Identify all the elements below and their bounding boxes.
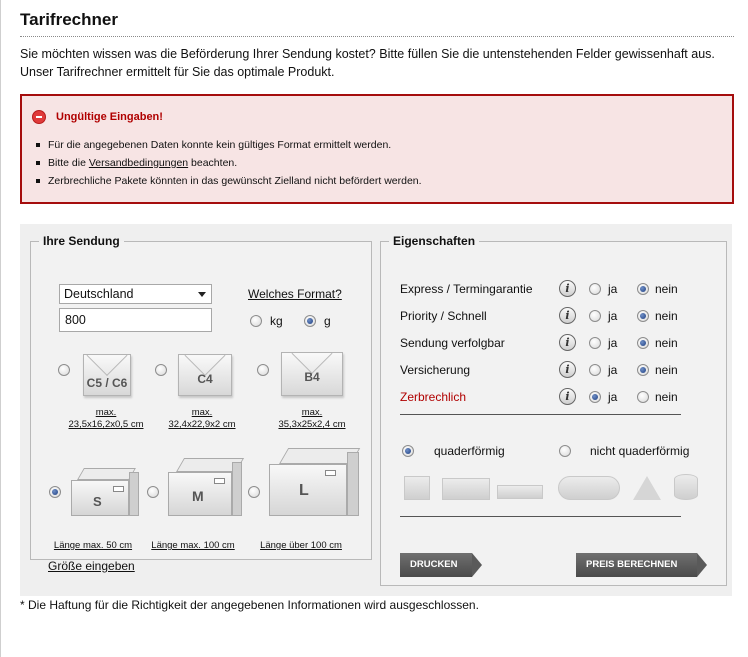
pyramid-shape-icon [633,476,661,500]
letter-c5-caption[interactable] [51,407,161,431]
title-divider [20,36,734,37]
format-help-link[interactable]: Welches Format? [248,287,342,301]
shape-quader-label: quaderförmig [434,444,505,458]
envelope-c5-label: C5 / C6 [86,376,128,390]
envelope-c4-label: C4 [197,372,213,386]
letter-b4-radio[interactable] [257,364,269,376]
tracking-nein-label: nein [655,336,678,350]
error-item-suffix: beachten. [188,157,238,169]
info-icon[interactable]: i [559,307,576,324]
caption-size: 32,4x22,9x2 cm [168,419,236,430]
tracking-ja-radio[interactable] [589,337,601,349]
letter-c4-radio[interactable] [155,364,167,376]
priority-ja-radio[interactable] [589,310,601,322]
calculate-price-button[interactable]: PREIS BERECHNEN [576,553,697,577]
shape-nicht-label: nicht quaderförmig [590,444,690,458]
error-item [36,154,422,172]
error-list [36,136,422,190]
parcel-m-icon[interactable] [168,458,244,520]
express-nein-label: nein [655,282,678,296]
express-nein-radio[interactable] [637,283,649,295]
intro-text [20,45,732,81]
parcel-l-icon[interactable] [269,448,361,520]
prop-tracking-label: Sendung verfolgbar [400,336,505,350]
parcel-s-radio[interactable] [49,486,61,498]
left-border [0,0,1,657]
calculator-panel [20,224,732,596]
unit-g-radio[interactable] [304,315,316,327]
error-box [20,94,734,204]
dropdown-arrow-icon [198,292,206,297]
info-icon[interactable]: i [559,388,576,405]
size-input-link[interactable]: Größe eingeben [48,559,135,573]
envelope-c4-icon[interactable] [178,354,232,396]
caption-size: 23,5x16,2x0,5 cm [68,419,144,430]
caption-size: 35,3x25x2,4 cm [278,419,346,430]
priority-ja-label: ja [608,309,618,323]
shape-nicht-radio[interactable] [559,445,571,457]
parcel-l-radio[interactable] [248,486,260,498]
disclaimer-footnote: * Die Haftung für die Richtigkeit der angegebenen Informationen wird ausgeschlossen. [20,598,479,612]
versandbedingungen-link[interactable]: Versandbedingungen [88,157,189,169]
error-item: Für die angegebenen Daten konnte kein gültiges Format ermittelt werden. [36,136,422,154]
unit-kg-label: kg [270,314,283,328]
priority-nein-label: nein [655,309,678,323]
fragile-ja-label: ja [608,390,618,404]
error-minus-icon [32,110,46,124]
tracking-nein-radio[interactable] [637,337,649,349]
print-button[interactable]: DRUCKEN [400,553,472,577]
prop-priority-label: Priority / Schnell [400,309,487,323]
eigenschaften-fieldset [380,234,727,586]
eigenschaften-legend: Eigenschaften [393,234,476,248]
insurance-ja-radio[interactable] [589,364,601,376]
parcel-m-caption[interactable]: Länge max. 100 cm [151,540,235,551]
parcel-m-radio[interactable] [147,486,159,498]
prop-express-label: Express / Termingarantie [400,282,533,296]
express-ja-label: ja [608,282,618,296]
parcel-l-label: L [299,482,309,499]
error-item-prefix: Bitte die [48,157,89,169]
envelope-c5-icon[interactable] [83,354,131,396]
letter-c4-caption[interactable] [152,407,252,431]
info-icon[interactable]: i [559,361,576,378]
envelope-b4-label: B4 [304,370,320,384]
parcel-m-label: M [192,488,204,504]
fragile-nein-label: nein [655,390,678,404]
express-ja-radio[interactable] [589,283,601,295]
shape-quader-radio[interactable] [402,445,414,457]
parcel-s-caption[interactable]: Länge max. 50 cm [53,540,133,551]
properties-divider [400,414,681,415]
envelope-b4-icon[interactable] [281,352,343,396]
page-title: Tarifrechner [20,10,118,29]
fragile-nein-radio[interactable] [637,391,649,403]
info-icon[interactable]: i [559,280,576,297]
insurance-ja-label: ja [608,363,618,377]
intro-line-2: Unser Tarifrechner ermittelt für Sie das optimale Produkt. [20,65,335,79]
error-title: Ungültige Eingaben! [56,111,163,123]
priority-nein-radio[interactable] [637,310,649,322]
weight-input[interactable]: 800 [59,308,212,332]
sendung-fieldset [30,234,372,573]
caption-max: max. [301,407,323,418]
parcel-l-caption[interactable]: Länge über 100 cm [260,540,342,551]
flat-box-shape-icon [497,485,543,499]
error-item: Zerbrechliche Pakete könnten in das gewünscht Zielland nicht befördert werden. [36,172,422,190]
unit-kg-radio[interactable] [250,315,262,327]
caption-max: max. [191,407,213,418]
fragile-ja-radio[interactable] [589,391,601,403]
prop-insurance-label: Versicherung [400,363,471,377]
letter-b4-caption[interactable] [263,407,361,431]
country-value: Deutschland [64,287,134,301]
insurance-nein-label: nein [655,363,678,377]
roll-shape-icon [558,476,620,500]
tracking-ja-label: ja [608,336,618,350]
intro-line-1: Sie möchten wissen was die Beförderung Ihrer Sendung kostet? Bitte füllen Sie die untenstehenden Felder gewissenhaft aus. [20,47,715,61]
parcel-s-icon[interactable] [71,468,141,520]
shape-divider [400,516,681,517]
info-icon[interactable]: i [559,334,576,351]
unit-g-label: g [324,314,331,328]
box-shape-icon [442,478,490,500]
caption-max: max. [95,407,117,418]
cylinder-shape-icon [674,474,698,500]
country-select[interactable] [59,284,212,304]
insurance-nein-radio[interactable] [637,364,649,376]
cube-shape-icon [404,476,430,500]
prop-fragile-label: Zerbrechlich [400,390,467,404]
letter-c5-radio[interactable] [58,364,70,376]
sendung-legend: Ihre Sendung [43,234,120,248]
parcel-s-label: S [93,494,102,509]
